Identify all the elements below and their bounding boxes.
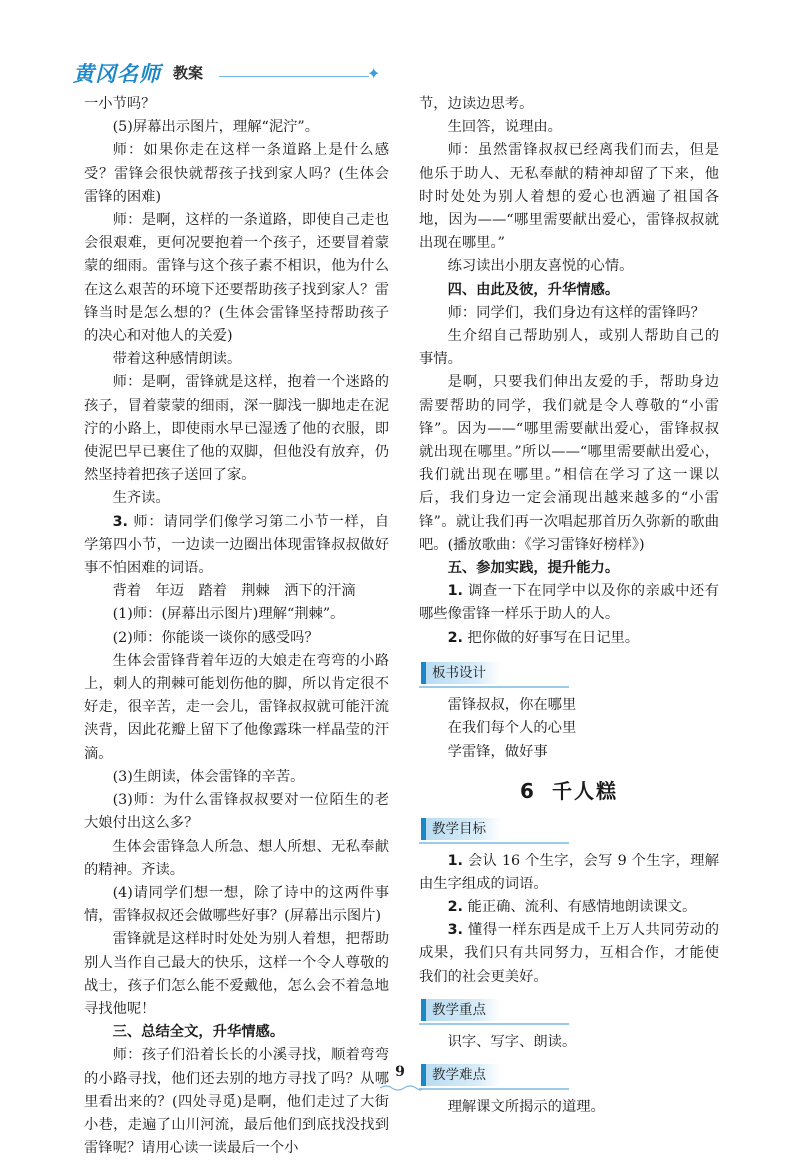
item-text: 师：请同学们像学习第二小节一样，自学第四小节，一边读一边圈出体现雷锋叔叔做好事不怕困难的词语。 bbox=[84, 513, 389, 577]
vocabulary-list: 背着 年迈 踏着 荆棘 洒下的汗滴 bbox=[112, 583, 356, 600]
paragraph: 师：是啊，这样的一条道路，即使自己走也会很艰难，更何况要抱着一个孩子，还要冒着蒙蒙的细雨。雷锋与这个孩子素不相识，他为什么在这么艰苦的环境下还要帮助孩子找到家人？雷锋当时是怎么想的？(生体会雷锋坚持帮助孩子的决心和对他人的关爱) bbox=[84, 212, 389, 345]
lesson-number: 6 bbox=[520, 779, 536, 804]
tag-underline bbox=[419, 1023, 569, 1025]
lesson-title bbox=[419, 780, 719, 803]
tag-underline bbox=[419, 842, 569, 844]
board-design-tag: 板书设计 bbox=[421, 662, 500, 684]
paragraph bbox=[419, 580, 719, 626]
item-number: 3. bbox=[112, 513, 128, 530]
teaching-goals-tag: 教学目标 bbox=[421, 818, 500, 840]
paragraph: (3)师：为什么雷锋叔叔要对一位陌生的老大娘付出这么多？ bbox=[84, 792, 389, 832]
goal-item bbox=[419, 896, 719, 919]
paragraph: 师：虽然雷锋叔叔已经离我们而去，但是他乐于助人、无私奉献的精神却留了下来，他时时处处为别人着想的爱心也洒遍了祖国各地，因为——“哪里需要献出爱心，雷锋叔叔就出现在哪里。” bbox=[419, 142, 719, 252]
teaching-difficulty-tag: 教学难点 bbox=[421, 1064, 500, 1086]
paragraph: (4)请同学们想一想，除了诗中的这两件事情，雷锋叔叔还会做哪些好事？(屏幕出示图片) bbox=[84, 884, 389, 925]
teaching-goals-header bbox=[419, 818, 719, 844]
goal-item bbox=[419, 850, 719, 896]
item-text: 会认 16 个生字，会写 9 个生字，理解由生字组成的词语。 bbox=[419, 852, 719, 892]
board-line: 雷锋叔叔，你在哪里 bbox=[447, 696, 577, 713]
item-text: 能正确、流利、有感情地朗读课文。 bbox=[462, 898, 697, 915]
paragraph: 师：孩子们沿着长长的小溪寻找，顺着弯弯的小路寻找，他们还去别的地方寻找了吗？从哪里看出来的？(四处寻觅)是啊，他们走过了大街小巷，走遍了山川河流，最后他们到底找没找到雷锋呢？请用心读一读最后一个小 bbox=[84, 1047, 389, 1157]
item-number: 3. bbox=[447, 922, 463, 939]
paragraph: 雷锋就是这样时时处处为别人着想，把帮助别人当作自己最大的快乐，这样一个令人尊敬的战士，孩子们怎么能不爱戴他，怎么会不着急地寻找他呢！ bbox=[84, 931, 389, 1017]
section-heading: 三、总结全文，升华情感。 bbox=[112, 1024, 285, 1041]
paragraph: 一小节吗？ bbox=[84, 96, 156, 112]
paragraph: 识字、写字、朗读。 bbox=[447, 1033, 577, 1050]
paragraph: 生体会雷锋急人所急、想人所想、无私奉献的精神。齐读。 bbox=[84, 838, 389, 878]
page-header bbox=[73, 56, 381, 92]
section-heading: 四、由此及彼，升华情感。 bbox=[447, 281, 620, 298]
page-number: 9 bbox=[395, 1064, 405, 1080]
item-number: 1. bbox=[447, 583, 463, 600]
tag-underline bbox=[419, 1088, 569, 1090]
paragraph: 师：是啊，雷锋就是这样，抱着一个迷路的孩子，冒着蒙蒙的细雨，深一脚浅一脚地走在泥泞的小路上，即使雨水早已湿透了他的衣服，即使泥巴早已裹住了他的双脚，但他没有放弃，仍然坚持着把孩子送回了家。 bbox=[84, 374, 389, 484]
item-number: 2. bbox=[447, 898, 463, 915]
brand-logo: 黄冈名师 bbox=[73, 62, 161, 86]
paragraph: (1)师：(屏幕出示图片)理解“荆棘”。 bbox=[112, 606, 345, 623]
board-design-header bbox=[419, 662, 719, 688]
item-text: 把你做的好事写在日记里。 bbox=[462, 629, 640, 646]
paragraph: 生介绍自己帮助别人，或别人帮助自己的事情。 bbox=[419, 328, 719, 368]
goal-item bbox=[419, 919, 719, 989]
section-heading: 五、参加实践，提升能力。 bbox=[447, 560, 620, 577]
teaching-focus-header bbox=[419, 999, 719, 1025]
paragraph: 生齐读。 bbox=[112, 490, 170, 507]
paragraph: (5)屏幕出示图片，理解“泥泞”。 bbox=[112, 119, 320, 136]
page-number-ornament bbox=[378, 1084, 422, 1092]
paragraph: 师：同学们，我们身边有这样的雷锋吗？ bbox=[447, 304, 705, 321]
paragraph: 生体会雷锋背着年迈的大娘走在弯弯的小路上，刺人的荆棘可能划伤他的脚，所以肯定很不好走，很辛苦，走一会儿，雷锋叔叔就可能汗流浃背，因此花瓣上留下了他像露珠一样晶莹的汗滴。 bbox=[84, 652, 389, 762]
paragraph: (2)师：你能谈一谈你的感受吗？ bbox=[112, 629, 319, 646]
paragraph bbox=[419, 627, 719, 650]
paragraph: 带着这种感情朗读。 bbox=[112, 351, 242, 368]
paragraph: (3)生朗读，体会雷锋的辛苦。 bbox=[112, 768, 305, 785]
board-design-content bbox=[419, 694, 719, 765]
brand-subtitle: 教案 bbox=[173, 64, 204, 82]
paragraph: 师：如果你走在这样一条道路上是什么感受？雷锋会很快就帮孩子找到家人吗？(生体会雷锋的困难) bbox=[84, 142, 389, 205]
paragraph: 生回答，说理由。 bbox=[447, 119, 562, 136]
paragraph: 理解课文所揭示的道理。 bbox=[447, 1099, 605, 1115]
paragraph bbox=[84, 511, 389, 581]
item-number: 2. bbox=[447, 629, 463, 646]
board-line: 在我们每个人的心里 bbox=[447, 720, 577, 737]
item-number: 1. bbox=[447, 852, 463, 869]
item-text: 懂得一样东西是成千上万人共同劳动的成果，我们只有共同努力，互相合作，才能使我们的社会更美好。 bbox=[419, 922, 719, 985]
paragraph: 节，边读边思考。 bbox=[419, 96, 534, 112]
board-line: 学雷锋，做好事 bbox=[447, 743, 548, 760]
paragraph: 练习读出小朋友喜悦的心情。 bbox=[447, 258, 634, 275]
item-text: 调查一下在同学中以及你的亲戚中还有哪些像雷锋一样乐于助人的人。 bbox=[419, 583, 719, 623]
left-column bbox=[84, 93, 389, 1160]
teaching-focus-tag: 教学重点 bbox=[421, 999, 500, 1021]
paragraph: 是啊，只要我们伸出友爱的手，帮助身边需要帮助的同学，我们就是令人尊敬的“小雷锋”。因为——“哪里需要献出爱心，雷锋叔叔就出现在哪里。”所以——“哪里需要献出爱心，我们就出现在哪里。”相信在学习了这一课以后，我们身边一定会涌现出越来越多的“小雷锋”。就让我们再一次唱起那首历久弥新的歌曲吧。(播放歌曲：《学习雷锋好榜样》) bbox=[419, 374, 719, 553]
right-column bbox=[419, 93, 719, 1119]
header-rule bbox=[219, 76, 369, 77]
lesson-name: 千人糕 bbox=[551, 779, 618, 804]
tag-underline bbox=[419, 686, 569, 688]
sparkle-icon: ✦ bbox=[367, 64, 381, 83]
